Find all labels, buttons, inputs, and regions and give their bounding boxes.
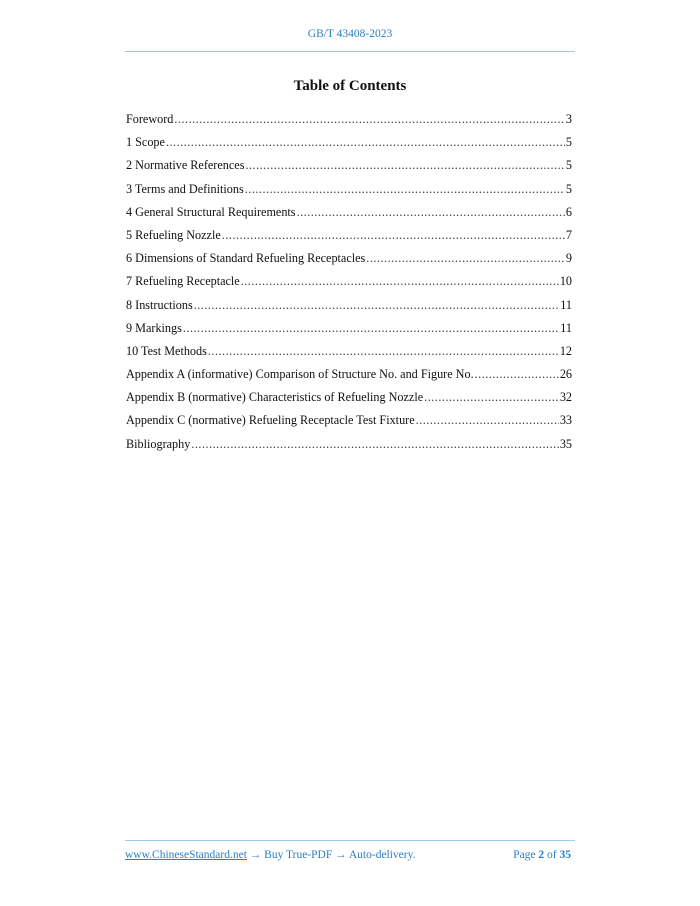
toc-title: Table of Contents	[293, 78, 407, 94]
toc-entry[interactable]	[126, 321, 572, 344]
toc-entry-page: 32	[559, 390, 572, 405]
toc-entry[interactable]	[126, 344, 572, 367]
toc-entry[interactable]	[126, 205, 572, 228]
toc-dot-leader	[166, 135, 565, 150]
toc-entry-label: Appendix C (normative) Refueling Receptacle Test Fixture	[126, 413, 415, 428]
toc-dot-leader	[191, 437, 558, 452]
of-word: of	[547, 849, 557, 861]
toc-entry[interactable]	[126, 112, 572, 135]
toc-entry-page: 11	[560, 320, 572, 335]
toc-dot-leader	[208, 344, 559, 359]
toc-entry-page: 10	[559, 274, 572, 289]
toc-entry-page: 35	[559, 436, 572, 451]
toc-dot-leader	[297, 205, 565, 220]
toc-entry-page: 9	[565, 251, 572, 266]
toc-dot-leader	[222, 228, 565, 243]
toc-entry-page: 26	[559, 367, 572, 382]
toc-dot-leader	[424, 390, 559, 405]
toc-entry-label: 5 Refueling Nozzle	[126, 227, 221, 242]
buy-text: Buy True-PDF	[264, 849, 333, 861]
toc-entry-page: 5	[565, 158, 572, 173]
toc-dot-leader	[183, 321, 559, 336]
toc-entry-label: Foreword	[126, 112, 174, 126]
footer-promo	[125, 849, 416, 861]
toc-entry-label: Appendix B (normative) Characteristics of Refueling Nozzle	[126, 390, 424, 405]
arrow-icon: →	[249, 849, 262, 861]
page-indicator	[513, 849, 571, 861]
toc-entry-page: 3	[565, 112, 572, 126]
toc-entry-label: 1 Scope	[126, 135, 165, 150]
toc-entry[interactable]	[126, 251, 572, 274]
toc-entry-label: 8 Instructions	[126, 297, 193, 312]
toc-entry[interactable]	[126, 298, 572, 321]
toc-entry-label: 10 Test Methods	[126, 343, 207, 358]
toc-entry-label: 4 General Structural Requirements	[126, 204, 296, 219]
toc-entry[interactable]	[126, 228, 572, 251]
toc-dot-leader	[245, 182, 565, 197]
toc-dot-leader	[416, 413, 559, 428]
toc-entry-label: Appendix A (informative) Comparison of Structure No. and Figure No.	[126, 367, 474, 382]
toc-entry[interactable]	[126, 413, 572, 436]
toc-entry-page: 33	[559, 413, 572, 428]
toc-entry[interactable]	[126, 274, 572, 297]
toc-entry[interactable]	[126, 367, 572, 390]
toc-entry[interactable]	[126, 390, 572, 413]
toc-entry-label: 7 Refueling Receptacle	[126, 274, 240, 289]
site-link[interactable]: www.ChineseStandard.net	[125, 849, 247, 861]
toc-dot-leader	[245, 158, 564, 173]
toc-entry-label: Bibliography	[126, 436, 191, 451]
toc-entry-label: 6 Dimensions of Standard Refueling Receptacles	[126, 251, 366, 266]
toc-entry[interactable]	[126, 158, 572, 181]
delivery-text: Auto-delivery.	[348, 849, 416, 861]
page-current: 2	[538, 849, 545, 861]
page-word: Page	[513, 849, 536, 861]
toc-entry[interactable]	[126, 437, 572, 460]
toc-entry-page: 6	[565, 204, 572, 219]
header-divider	[125, 51, 575, 52]
toc-entry-page: 12	[559, 343, 572, 358]
toc-entry-page: 5	[565, 135, 572, 150]
toc-dot-leader	[241, 274, 559, 289]
toc-entry-label: 9 Markings	[126, 320, 182, 335]
document-code: GB/T 43408-2023	[307, 28, 393, 40]
toc-entry-label: 3 Terms and Definitions	[126, 181, 244, 196]
toc-entry[interactable]	[126, 135, 572, 158]
toc-dot-leader	[174, 112, 565, 127]
toc-entry-page: 11	[560, 297, 572, 312]
toc-dot-leader	[366, 251, 565, 266]
toc-entry-label: 2 Normative References	[126, 158, 245, 173]
footer-divider	[125, 840, 575, 841]
table-of-contents	[126, 112, 572, 460]
toc-entry-page: 5	[565, 181, 572, 196]
toc-dot-leader	[194, 298, 560, 313]
toc-dot-leader	[475, 367, 559, 382]
arrow-icon: →	[335, 849, 347, 861]
toc-entry-page: 7	[565, 227, 572, 242]
page-total: 35	[559, 849, 571, 861]
toc-entry[interactable]	[126, 182, 572, 205]
